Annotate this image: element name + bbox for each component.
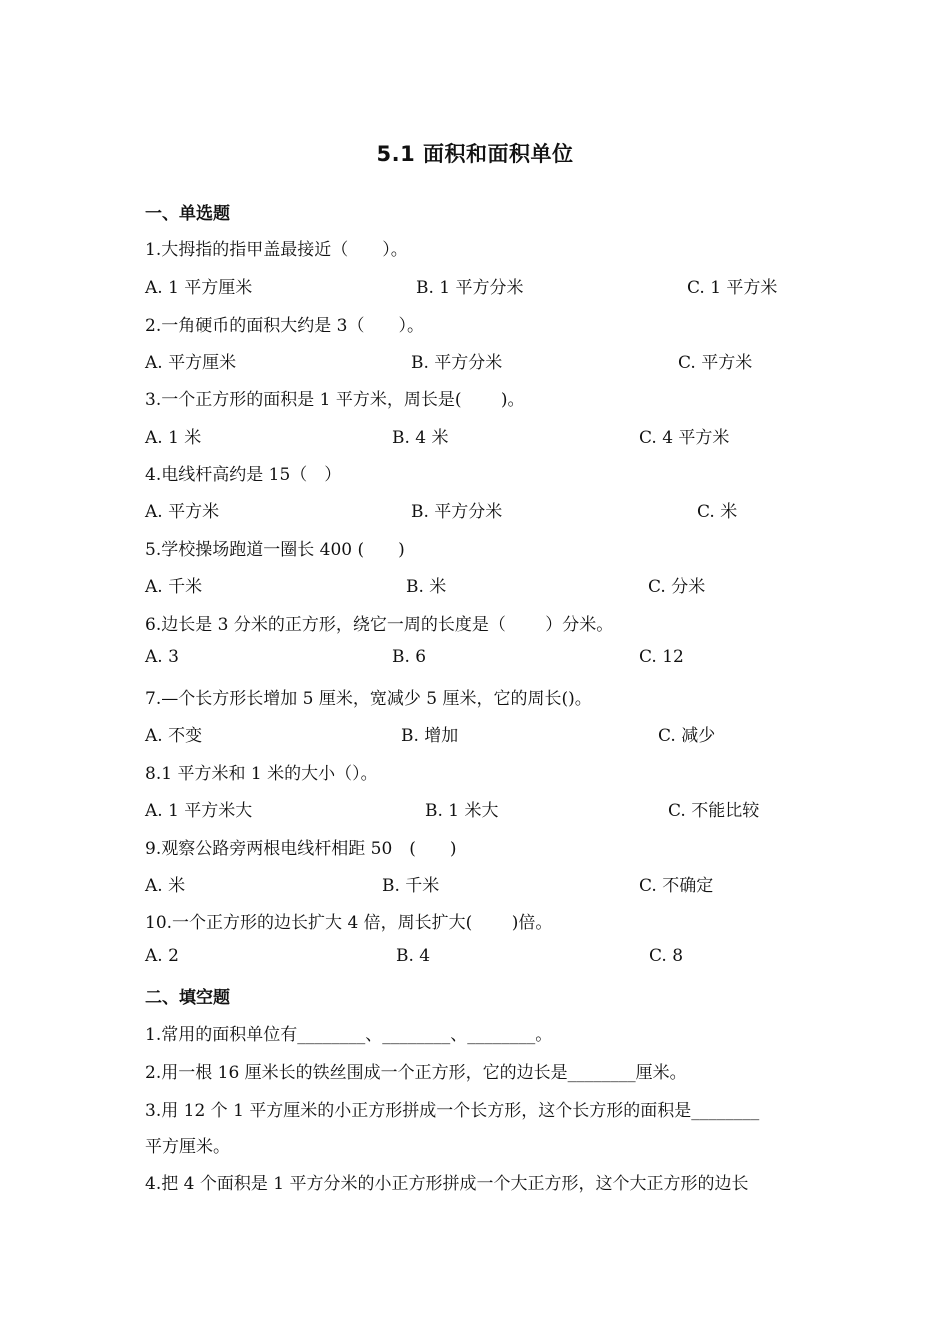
question-1-option-b: B. 1 平方分米 — [416, 278, 524, 298]
question-7-option-a: A. 不变 — [145, 726, 203, 746]
question-5-option-b: B. 米 — [406, 577, 447, 597]
question-2-option-a: A. 平方厘米 — [145, 353, 237, 373]
question-7-option-c: C. 减少 — [658, 726, 716, 746]
question-3: 3.一个正方形的面积是 1 平方米，周长是( )。 — [145, 390, 525, 410]
section-heading-fill-blank: 二、填空题 — [145, 988, 230, 1008]
question-4-option-b: B. 平方分米 — [411, 502, 503, 522]
question-8-option-c: C. 不能比较 — [668, 801, 760, 821]
question-9-option-a: A. 米 — [145, 876, 186, 896]
question-3-option-c: C. 4 平方米 — [639, 428, 730, 448]
question-5-option-a: A. 千米 — [145, 577, 203, 597]
fill-question-3-continued: 平方厘米。 — [145, 1137, 230, 1157]
question-10: 10.一个正方形的边长扩大 4 倍，周长扩大( )倍。 — [145, 913, 553, 933]
question-10-option-a: A. 2 — [145, 946, 179, 966]
question-6-option-a: A. 3 — [145, 647, 179, 667]
question-4-option-c: C. 米 — [697, 502, 738, 522]
question-4-option-a: A. 平方米 — [145, 502, 220, 522]
question-9: 9.观察公路旁两根电线杆相距 50 ( ) — [145, 839, 457, 859]
fill-question-3: 3.用 12 个 1 平方厘米的小正方形拼成一个长方形，这个长方形的面积是________ — [145, 1101, 760, 1121]
fill-question-4: 4.把 4 个面积是 1 平方分米的小正方形拼成一个大正方形，这个大正方形的边长 — [145, 1174, 749, 1194]
question-8-option-b: B. 1 米大 — [425, 801, 499, 821]
question-6: 6.边长是 3 分米的正方形，绕它一周的长度是（ ）分米。 — [145, 615, 614, 635]
section-heading-single-choice: 一、单选题 — [145, 204, 230, 224]
fill-question-1: 1.常用的面积单位有________、________、________。 — [145, 1025, 553, 1045]
question-6-option-c: C. 12 — [639, 647, 684, 667]
question-2: 2.一角硬币的面积大约是 3（ ）。 — [145, 316, 424, 336]
question-7: 7.—个长方形长增加 5 厘米，宽减少 5 厘米，它的周长()。 — [145, 689, 592, 709]
question-7-option-b: B. 增加 — [401, 726, 459, 746]
question-2-option-b: B. 平方分米 — [411, 353, 503, 373]
question-8: 8.1 平方米和 1 米的大小（）。 — [145, 764, 378, 784]
question-4: 4.电线杆高约是 15（ ） — [145, 465, 342, 485]
page-title: 5.1 面积和面积单位 — [376, 142, 574, 166]
question-2-option-c: C. 平方米 — [678, 353, 753, 373]
question-1-option-c: C. 1 平方米 — [687, 278, 778, 298]
question-10-option-c: C. 8 — [649, 946, 684, 966]
question-3-option-a: A. 1 米 — [145, 428, 202, 448]
question-6-option-b: B. 6 — [392, 647, 427, 667]
question-9-option-b: B. 千米 — [382, 876, 440, 896]
question-1-option-a: A. 1 平方厘米 — [145, 278, 253, 298]
question-10-option-b: B. 4 — [396, 946, 431, 966]
question-5: 5.学校操场跑道一圈长 400 ( ) — [145, 540, 405, 560]
question-8-option-a: A. 1 平方米大 — [145, 801, 253, 821]
question-9-option-c: C. 不确定 — [639, 876, 714, 896]
question-3-option-b: B. 4 米 — [392, 428, 449, 448]
question-1: 1.大拇指的指甲盖最接近（ ）。 — [145, 240, 408, 260]
question-5-option-c: C. 分米 — [648, 577, 706, 597]
fill-question-2: 2.用一根 16 厘米长的铁丝围成一个正方形，它的边长是________厘米。 — [145, 1063, 687, 1083]
